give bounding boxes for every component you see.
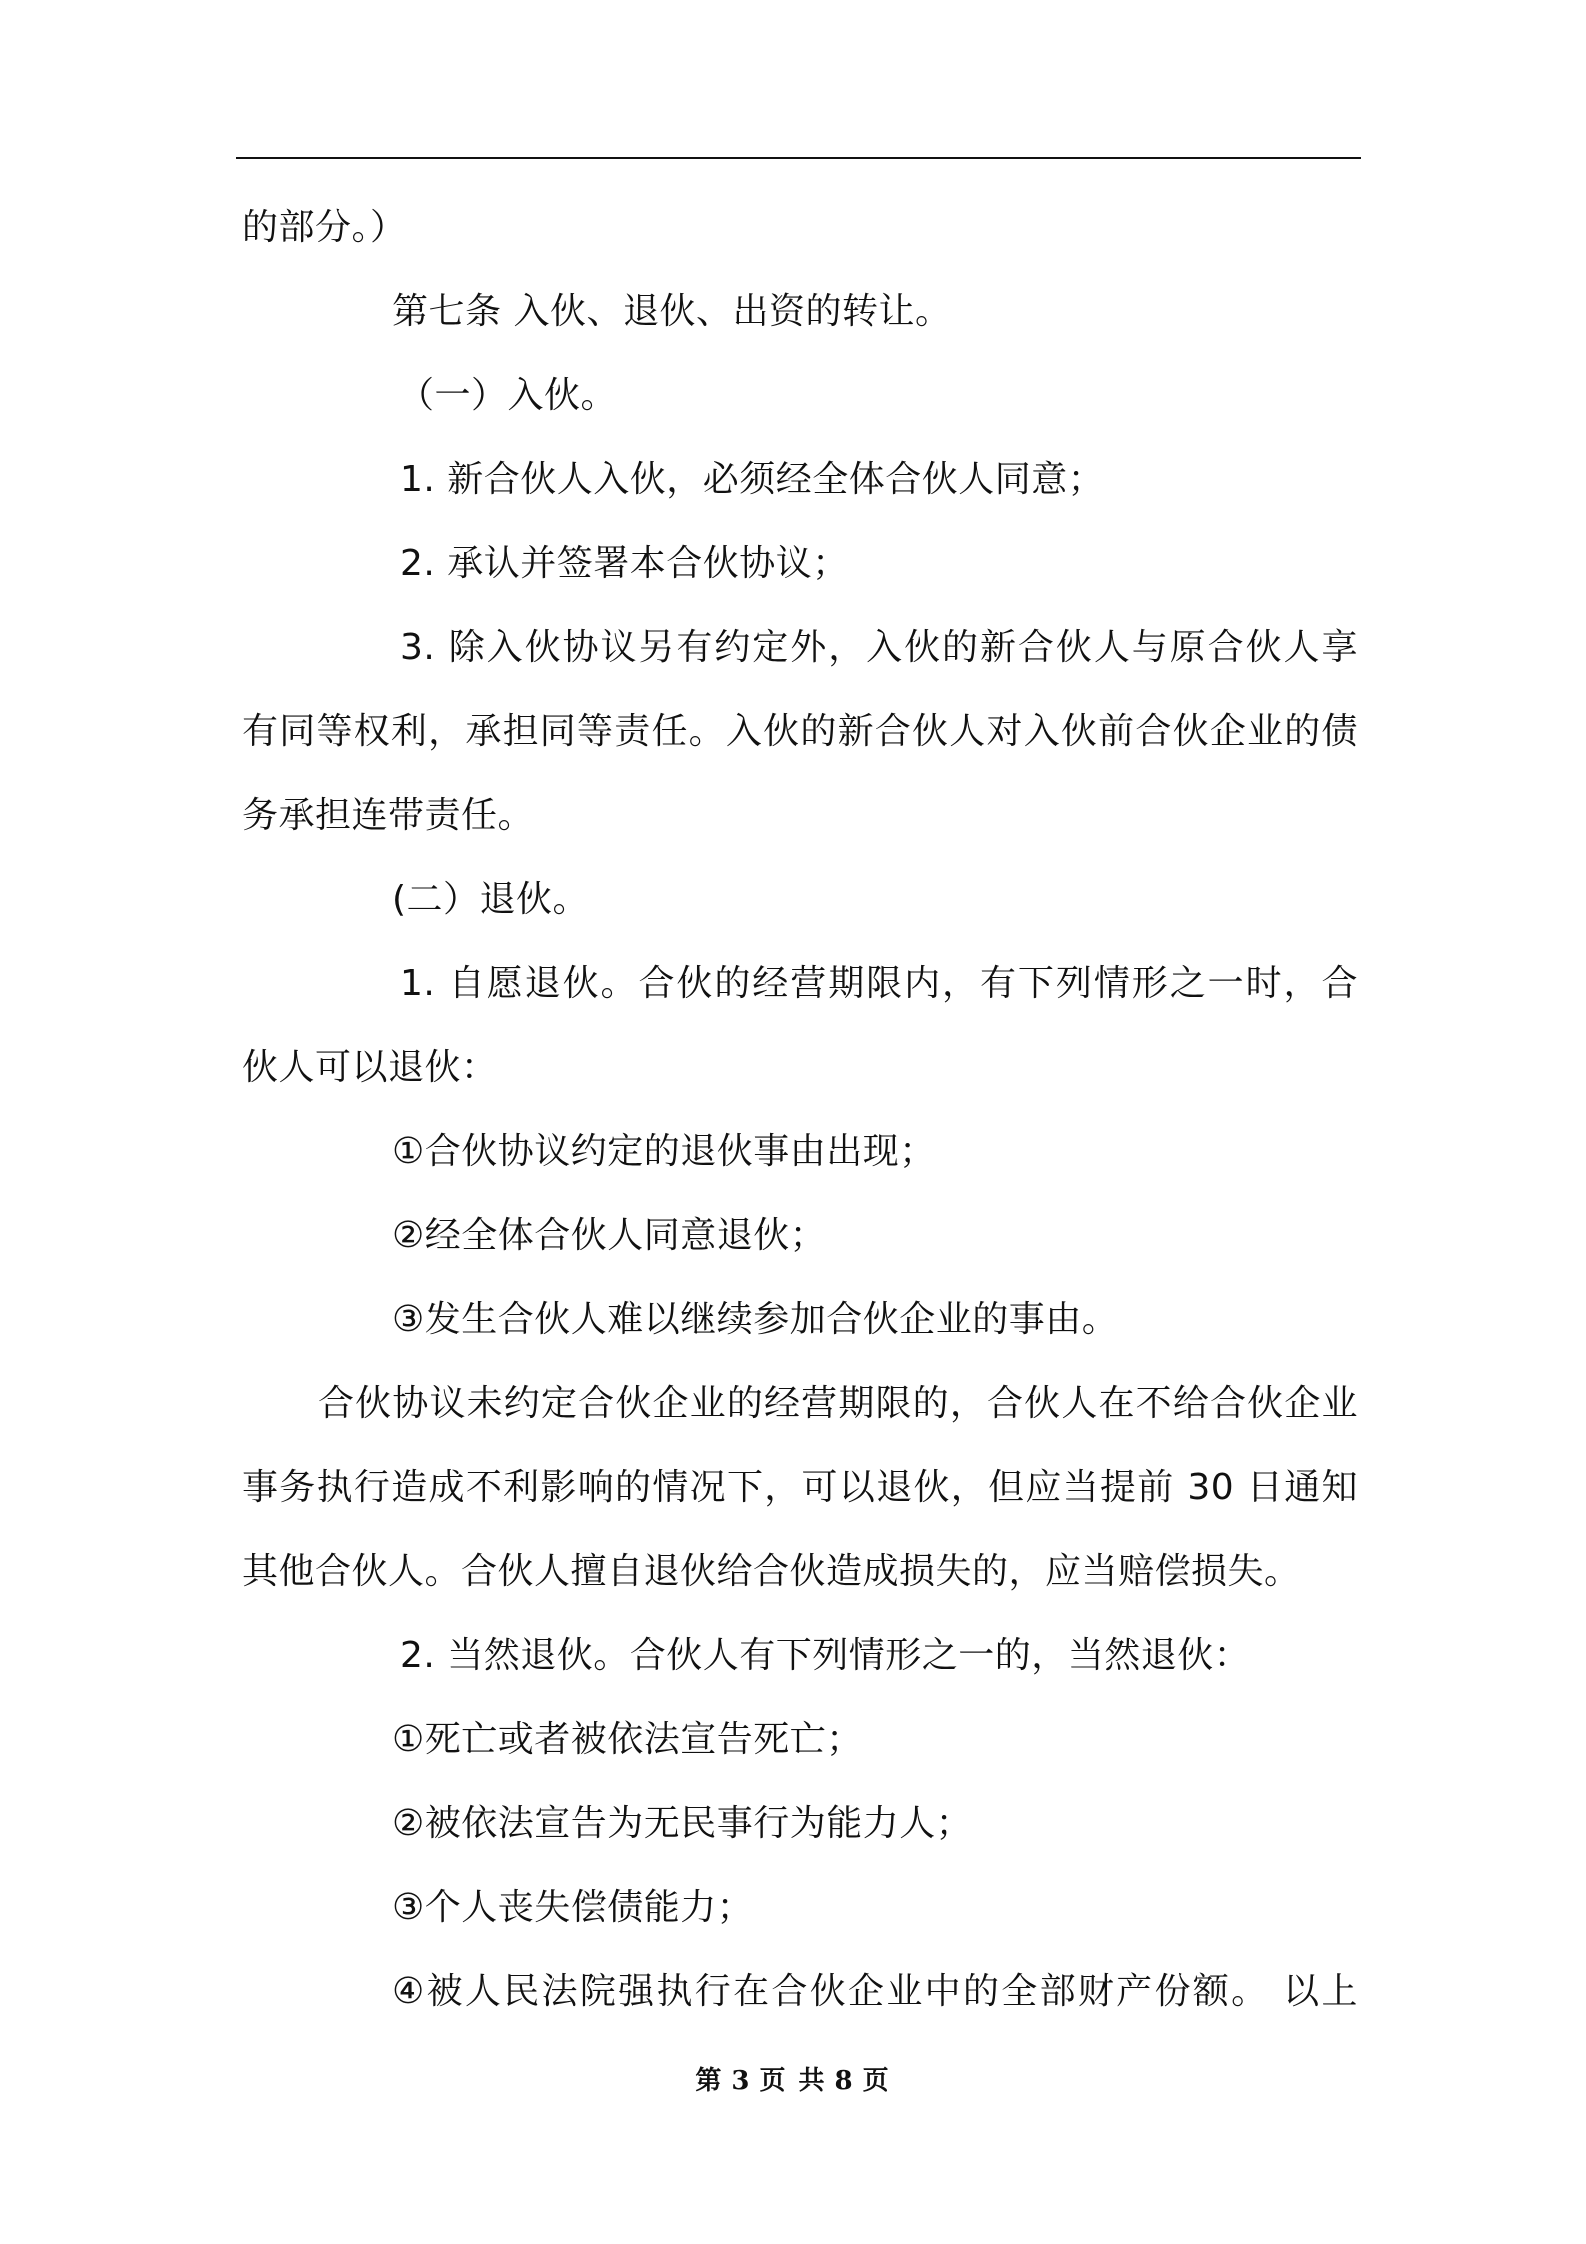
- footer-total-pages: 8: [834, 2066, 855, 2096]
- sub-list-item: ③个人丧失偿债能力；: [392, 1887, 754, 1928]
- text-line: 务承担连带责任。: [242, 795, 535, 836]
- article-heading: 第七条 入伙、退伙、出资的转让。: [392, 291, 952, 332]
- footer-suffix: 页: [862, 2066, 891, 2096]
- list-item: 3. 除入伙协议另有约定外，入伙的新合伙人与原合伙人享: [400, 627, 1358, 668]
- list-item: 2. 承认并签署本合伙协议；: [400, 543, 849, 584]
- sub-list-item: ③发生合伙人难以继续参加合伙企业的事由。: [392, 1299, 1119, 1340]
- footer-middle: 页 共: [759, 2066, 827, 2096]
- footer-page-number: 3: [731, 2066, 752, 2096]
- list-item: 1. 自愿退伙。合伙的经营期限内，有下列情形之一时，合: [400, 963, 1358, 1004]
- sub-list-item: ②经全体合伙人同意退伙；: [392, 1215, 827, 1256]
- text-line: 有同等权利，承担同等责任。入伙的新合伙人对入伙前合伙企业的债: [242, 711, 1358, 752]
- list-item: 1. 新合伙人入伙，必须经全体合伙人同意；: [400, 459, 1105, 500]
- sub-list-item: ④被人民法院强执行在合伙企业中的全部财产份额。 以上: [392, 1971, 1358, 2012]
- paragraph-line: 事务执行造成不利影响的情况下，可以退伙，但应当提前 30 日通知: [242, 1467, 1358, 1508]
- sub-list-item: ①死亡或者被依法宣告死亡；: [392, 1719, 863, 1760]
- page-number-footer: [0, 2060, 1586, 2097]
- text-line: 的部分。）: [242, 207, 407, 248]
- paragraph-line: 其他合伙人。合伙人擅自退伙给合伙造成损失的，应当赔偿损失。: [242, 1551, 1301, 1592]
- sub-list-item: ①合伙协议约定的退伙事由出现；: [392, 1131, 936, 1172]
- paragraph-line: 合伙协议未约定合伙企业的经营期限的，合伙人在不给合伙企业: [318, 1383, 1358, 1424]
- sub-list-item: ②被依法宣告为无民事行为能力人；: [392, 1803, 973, 1844]
- footer-prefix: 第: [695, 2066, 724, 2096]
- section-heading-join: （一）入伙。: [398, 375, 618, 416]
- text-line: 伙人可以退伙：: [242, 1047, 498, 1088]
- section-heading-withdraw: (二）退伙。: [392, 879, 590, 920]
- list-item: 2. 当然退伙。合伙人有下列情形之一的，当然退伙：: [400, 1635, 1251, 1676]
